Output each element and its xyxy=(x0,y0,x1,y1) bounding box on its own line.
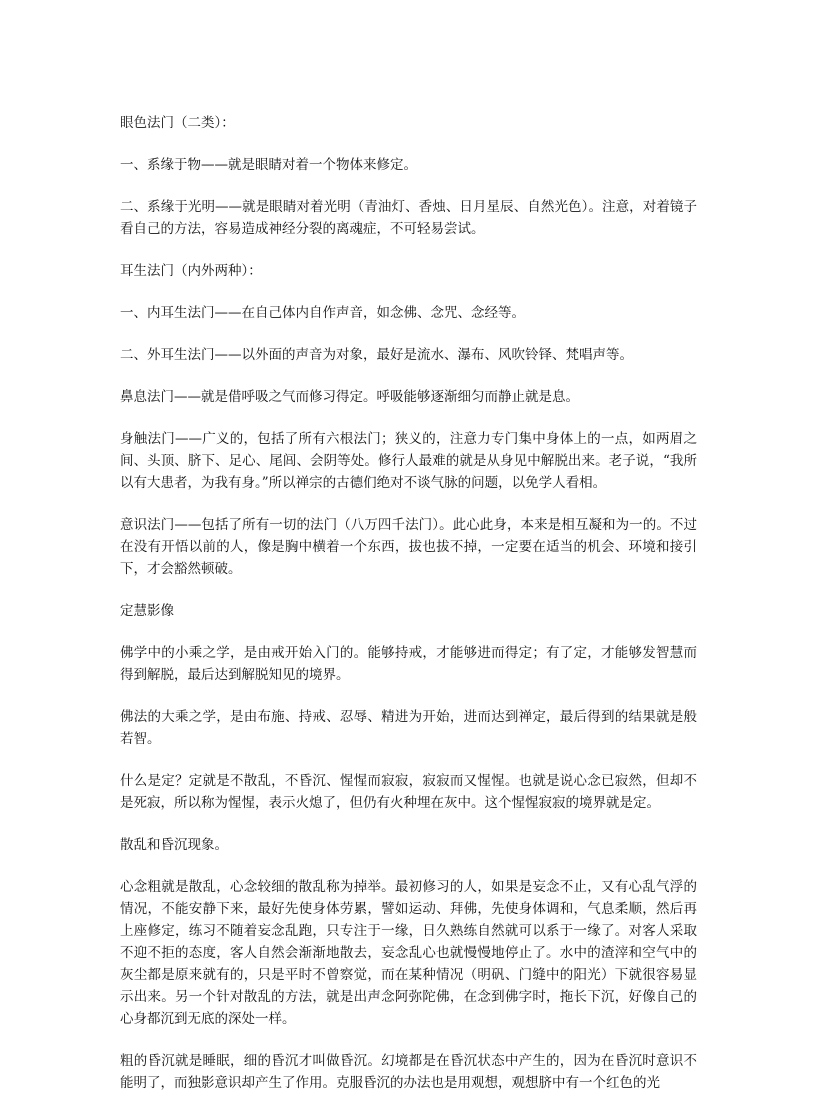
document-page xyxy=(120,112,697,1114)
heading-ear-methods: 耳生法门（内外两种）： xyxy=(120,263,262,279)
paragraph-hinayana: 佛学中的小乘之学，是由戒开始入门的。能够持戒，才能够进而得定；有了定，才能够发智慧而得到解脱，最后达到解脱知见的境界。 xyxy=(120,645,697,683)
paragraph-consciousness: 意识法门——包括了所有一切的法门（八万四千法门）。此心此身，本来是相互凝和为一的。不过在没有开悟以前的人，像是胸中横着一个东西，拔也拔不掉，一定要在适当的机会、环境和接引下，才会豁然顿破。 xyxy=(120,517,697,577)
heading-eye-color-methods: 眼色法门（二类）： xyxy=(120,115,235,131)
heading-samadhi-prajna: 定慧影像 xyxy=(120,603,174,619)
paragraph-distraction: 心念粗就是散乱，心念较细的散乱称为掉举。最初修习的人，如果是妄念不止，又有心乱气浮的情况，不能安静下来，最好先使身体劳累，譬如运动、拜佛，先使身体调和，气息柔顺，然后再上座修定，练习不随着妄念乱跑，只专注于一缘，日久熟练自然就可以系于一缘了。对客人采取不迎不拒的态度，客人自然会渐渐地散去，妄念乱心也就慢慢地停止了。水中的渣滓和空气中的灰尘都是原来就有的，只是平时不曾察觉，而在某种情况（明矾、门缝中的阳光）下就很容易显示出来。另一个针对散乱的方法，就是出声念阿弥陀佛，在念到佛字时，拖长下沉，好像自己的心身都沉到无底的深处一样。 xyxy=(120,879,697,1027)
paragraph-inner-ear: 一、内耳生法门——在自己体内自作声音，如念佛、念咒、念经等。 xyxy=(120,305,525,321)
paragraph-body-touch: 身触法门——广义的，包括了所有六根法门；狭义的，注意力专门集中身体上的一点，如两眉之间、头顶、脐下、足心、尾闾、会阴等处。修行人最难的就是从身见中解脱出来。老子说，“我所以有大患者，为我有身。”所以禅宗的古德们绝对不谈气脉的问题，以免学人看相。 xyxy=(120,431,697,491)
paragraph-what-is-samadhi: 什么是定？定就是不散乱，不昏沉、惺惺而寂寂，寂寂而又惺惺。也就是说心念已寂然，但却不是死寂，所以称为惺惺，表示火熄了，但仍有火种埋在灰中。这个惺惺寂寂的境界就是定。 xyxy=(120,773,697,811)
heading-distraction-dullness: 散乱和昏沉现象。 xyxy=(120,837,228,853)
paragraph-eye-object: 一、系缘于物——就是眼睛对着一个物体来修定。 xyxy=(120,157,417,173)
paragraph-eye-light: 二、系缘于光明——就是眼睛对着光明（青油灯、香烛、日月星辰、自然光色）。注意，对着镜子看自己的方法，容易造成神经分裂的离魂症，不可轻易尝试。 xyxy=(120,199,697,237)
paragraph-outer-ear: 二、外耳生法门——以外面的声音为对象，最好是流水、瀑布、风吹铃铎、梵唱声等。 xyxy=(120,347,633,363)
paragraph-dullness: 粗的昏沉就是睡眠，细的昏沉才叫做昏沉。幻境都是在昏沉状态中产生的，因为在昏沉时意识不能明了，而独影意识却产生了作用。克服昏沉的办法也是用观想，观想脐中有一个红色的光 xyxy=(120,1053,697,1091)
paragraph-mahayana: 佛法的大乘之学，是由布施、持戒、忍辱、精进为开始，进而达到禅定，最后得到的结果就是般若智。 xyxy=(120,709,697,747)
paragraph-nose-breath: 鼻息法门——就是借呼吸之气而修习得定。呼吸能够逐渐细匀而静止就是息。 xyxy=(120,389,579,405)
